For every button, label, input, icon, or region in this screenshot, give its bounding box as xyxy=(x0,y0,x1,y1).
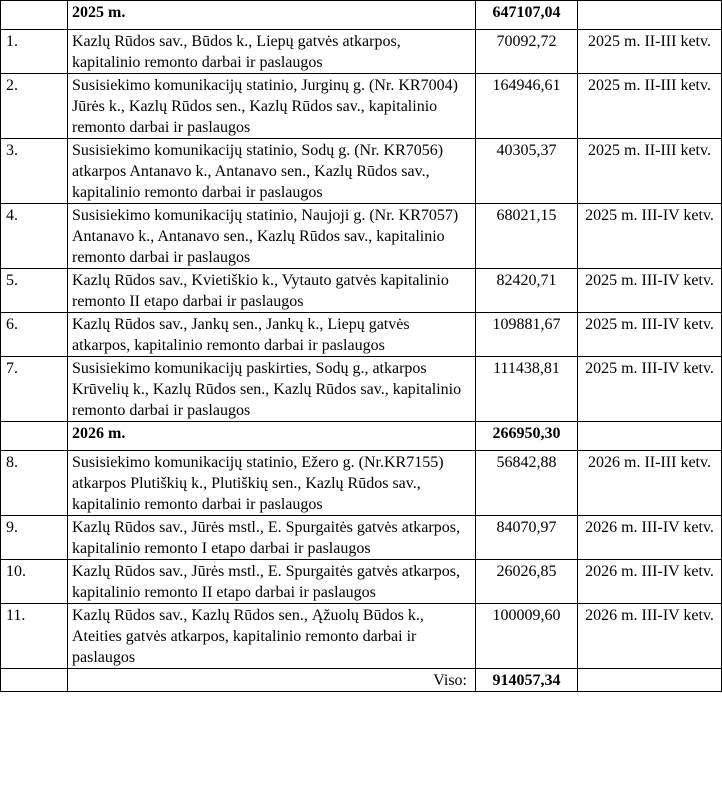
row-period: 2025 m. III-IV ketv. xyxy=(578,269,722,313)
row-description: Kazlų Rūdos sav., Kazlų Rūdos sen., Ąžuolų Būdos k., Ateities gatvės atkarpos, kapitalinio remonto darbai ir paslaugos xyxy=(68,604,476,669)
row-amount: 84070,97 xyxy=(476,516,578,560)
row-period: 2026 m. III-IV ketv. xyxy=(578,560,722,604)
table-row xyxy=(1,313,722,357)
year-row-empty-cell xyxy=(578,422,722,451)
year-label: 2025 m. xyxy=(68,1,476,30)
row-number: 8. xyxy=(1,451,68,516)
row-amount: 70092,72 xyxy=(476,30,578,74)
total-row-empty-cell xyxy=(578,669,722,692)
table-row xyxy=(1,139,722,204)
row-period: 2026 m. II-III ketv. xyxy=(578,451,722,516)
total-sum: 914057,34 xyxy=(476,669,578,692)
row-period: 2025 m. III-IV ketv. xyxy=(578,313,722,357)
row-description: Susisiekimo komunikacijų statinio, Naujoji g. (Nr. KR7057) Antanavo k., Antanavo sen., Kazlų Rūdos sav., kapitalinio remonto darbai ir paslaugos xyxy=(68,204,476,269)
total-row xyxy=(1,669,722,692)
row-description: Susisiekimo komunikacijų statinio, Sodų g. (Nr. KR7056) atkarpos Antanavo k., Antanavo sen., Kazlų Rūdos sav., kapitalinio remonto darbai ir paslaugos xyxy=(68,139,476,204)
year-row-empty-cell xyxy=(1,422,68,451)
row-description: Kazlų Rūdos sav., Būdos k., Liepų gatvės atkarpos, kapitalinio remonto darbai ir paslaugos xyxy=(68,30,476,74)
row-number: 5. xyxy=(1,269,68,313)
table-row xyxy=(1,357,722,422)
row-period: 2025 m. III-IV ketv. xyxy=(578,357,722,422)
row-amount: 56842,88 xyxy=(476,451,578,516)
row-amount: 40305,37 xyxy=(476,139,578,204)
total-row-empty-cell xyxy=(1,669,68,692)
row-number: 10. xyxy=(1,560,68,604)
row-description: Kazlų Rūdos sav., Jūrės mstl., E. Spurgaitės gatvės atkarpos, kapitalinio remonto II etapo darbai ir paslaugos xyxy=(68,560,476,604)
row-number: 1. xyxy=(1,30,68,74)
row-amount: 111438,81 xyxy=(476,357,578,422)
year-row-empty-cell xyxy=(578,1,722,30)
row-amount: 100009,60 xyxy=(476,604,578,669)
row-description: Kazlų Rūdos sav., Jankų sen., Jankų k., Liepų gatvės atkarpos, kapitalinio remonto darbai ir paslaugos xyxy=(68,313,476,357)
year-sum: 647107,04 xyxy=(476,1,578,30)
table-row xyxy=(1,451,722,516)
table-row xyxy=(1,604,722,669)
row-period: 2025 m. III-IV ketv. xyxy=(578,204,722,269)
year-row-empty-cell xyxy=(1,1,68,30)
table-row xyxy=(1,560,722,604)
table-row xyxy=(1,74,722,139)
year-row-2026 xyxy=(1,422,722,451)
row-amount: 109881,67 xyxy=(476,313,578,357)
year-row-2025 xyxy=(1,1,722,30)
table-row xyxy=(1,204,722,269)
table-row xyxy=(1,269,722,313)
year-label: 2026 m. xyxy=(68,422,476,451)
row-description: Susisiekimo komunikacijų paskirties, Sodų g., atkarpos Krūvelių k., Kazlų Rūdos sen., Kazlų Rūdos sav., kapitalinio remonto darbai ir paslaugos xyxy=(68,357,476,422)
row-description: Susisiekimo komunikacijų statinio, Jurginų g. (Nr. KR7004) Jūrės k., Kazlų Rūdos sen., Kazlų Rūdos sav., kapitalinio remonto darbai ir paslaugos xyxy=(68,74,476,139)
row-period: 2026 m. III-IV ketv. xyxy=(578,604,722,669)
row-description: Kazlų Rūdos sav., Jūrės mstl., E. Spurgaitės gatvės atkarpos, kapitalinio remonto I etapo darbai ir paslaugos xyxy=(68,516,476,560)
year-sum: 266950,30 xyxy=(476,422,578,451)
row-period: 2026 m. III-IV ketv. xyxy=(578,516,722,560)
row-description: Kazlų Rūdos sav., Kvietiškio k., Vytauto gatvės kapitalinio remonto II etapo darbai ir paslaugos xyxy=(68,269,476,313)
row-period: 2025 m. II-III ketv. xyxy=(578,30,722,74)
table-row xyxy=(1,516,722,560)
table-row xyxy=(1,30,722,74)
row-number: 11. xyxy=(1,604,68,669)
row-number: 7. xyxy=(1,357,68,422)
row-number: 9. xyxy=(1,516,68,560)
row-period: 2025 m. II-III ketv. xyxy=(578,74,722,139)
row-number: 2. xyxy=(1,74,68,139)
row-amount: 68021,15 xyxy=(476,204,578,269)
row-amount: 82420,71 xyxy=(476,269,578,313)
row-number: 4. xyxy=(1,204,68,269)
row-amount: 26026,85 xyxy=(476,560,578,604)
row-number: 3. xyxy=(1,139,68,204)
total-label: Viso: xyxy=(68,669,476,692)
row-period: 2025 m. II-III ketv. xyxy=(578,139,722,204)
row-description: Susisiekimo komunikacijų statinio, Ežero g. (Nr.KR7155) atkarpos Plutiškių k., Plutiškių sen., Kazlų Rūdos sav., kapitalinio remonto darbai ir paslaugos xyxy=(68,451,476,516)
row-number: 6. xyxy=(1,313,68,357)
row-amount: 164946,61 xyxy=(476,74,578,139)
